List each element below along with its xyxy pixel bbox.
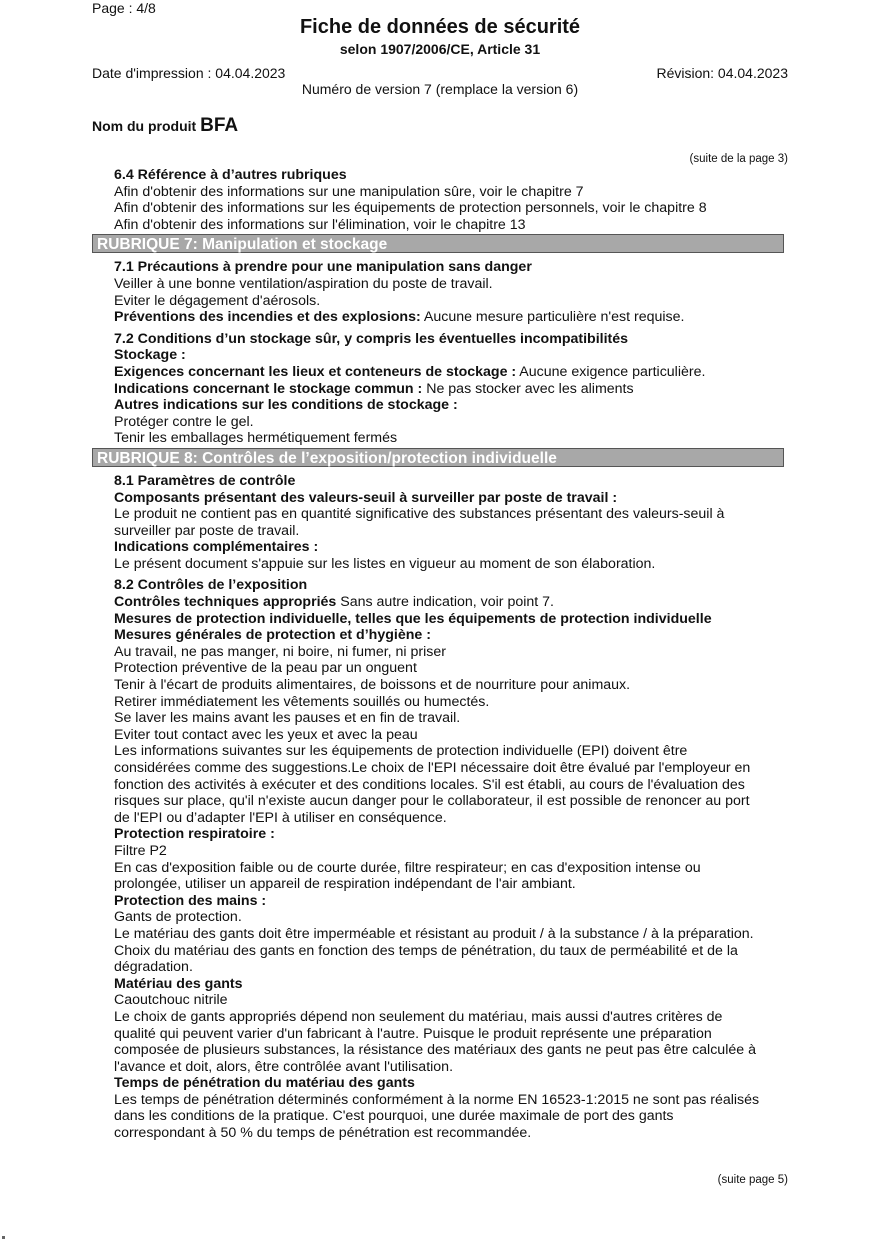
hygiene-line: Retirer immédiatement les vêtements souillés ou humectés. [114,693,490,710]
hygiene-line: Eviter tout contact avec les yeux et avec la peau [114,726,418,743]
technical-controls-label: Contrôles techniques appropriés [114,594,337,611]
document-title: Fiche de données de sécurité [299,16,581,38]
fire-prevention-label: Préventions des incendies et des explosions: [114,309,421,326]
storage-label: Stockage : [114,347,186,364]
hand-protection-line: Choix du matériau des gants en fonction des temps de pénétration, du taux de perméabilité et de la [114,942,738,959]
storage-requirements-line [114,364,789,381]
section-7-2-heading: 7.2 Conditions d’un stockage sûr, y compris les éventuelles incompatibilités [114,330,629,347]
hygiene-line: considérées comme des suggestions.Le choix de l'EPI nécessaire doit être évalué par l'employeur en [114,760,751,776]
fire-prevention-line [114,309,789,326]
print-date: Date d'impression : 04.04.2023 [92,65,286,81]
storage-requirements-value: Aucune exigence particulière. [516,363,706,380]
hygiene-line: fonction des activités à exécuter et des conditions locales. S'il est établi, au cours de l'évaluation des [114,776,745,793]
hand-protection-heading: Protection des mains : [114,892,267,909]
section-6-4-line: Afin d'obtenir des informations sur les équipements de protection personnels, voir le chapitre 8 [114,200,707,217]
hygiene-line: de l'EPI ou d’adapter l'EPI à utiliser en conséquence. [114,809,447,826]
respiratory-line: Filtre P2 [114,842,167,859]
version-number: Numéro de version 7 (remplace la version 6) [301,81,579,97]
section-8-1-heading: 8.1 Paramètres de contrôle [114,472,296,489]
revision-date: Révision: 04.04.2023 [656,65,788,81]
technical-controls-line [114,594,789,611]
section-6-4-line: Afin d'obtenir des informations sur l'élimination, voir le chapitre 13 [114,216,526,233]
components-label: Composants présentant des valeurs-seuil à surveiller par poste de travail : [114,489,618,506]
hygiene-line: risques sur place, qu'il n'existe aucun danger pour le collaborateur, il est possible de renoncer au port [114,793,750,810]
hand-protection-line: Le matériau des gants doit être imperméable et résistant au produit / à la substance / à la préparation. [114,925,754,942]
fire-prevention-value: Aucune mesure particulière n'est requise. [420,309,685,326]
section-6-4-line: Afin d'obtenir des informations sur une manipulation sûre, voir le chapitre 7 [114,183,584,200]
respiratory-line: En cas d'exposition faible ou de courte durée, filtre respirateur; en cas d'exposition intense ou [114,859,701,876]
hygiene-line: Les informations suivantes sur les équipements de protection individuelle (EPI) doivent être [114,743,688,760]
hygiene-line: Tenir à l'écart de produits alimentaires, de boissons et de nourriture pour animaux. [114,677,631,694]
common-storage-line [114,381,789,398]
section-7-1-line: Eviter le dégagement d'aérosols. [114,292,321,309]
section-7-1-line: Veiller à une bonne ventilation/aspiration du poste de travail. [114,275,493,292]
glove-material-line: composée de plusieurs substances, la résistance des matériaux des gants ne peut pas être calculée à [114,1042,756,1059]
respiratory-heading: Protection respiratoire : [114,826,275,843]
components-line: surveiller par poste de travail. [114,522,300,539]
penetration-time-line: Les temps de pénétration déterminés conformément à la norme EN 16523-1:2015 ne sont pas réalisés [114,1091,760,1108]
product-name-label: Nom du produit [92,118,197,134]
section-8-2-heading: 8.2 Contrôles de l’exposition [114,577,308,594]
penetration-time-line: dans les conditions de la pratique. C'est pourquoi, une durée maximale de port des gants [114,1108,674,1125]
storage-requirements-label: Exigences concernant les lieux et conteneurs de stockage : [114,363,517,380]
other-storage-label: Autres indications sur les conditions de stockage : [114,397,458,414]
common-storage-value: Ne pas stocker avec les aliments [422,380,634,397]
scan-artifact [2,1236,5,1239]
hygiene-line: Se laver les mains avant les pauses et en fin de travail. [114,710,461,727]
hand-protection-line: Gants de protection. [114,909,242,926]
hand-protection-line: dégradation. [114,959,193,976]
ppe-heading: Mesures de protection individuelle, telles que les équipements de protection individuelle [114,610,712,627]
section-6-4-heading: 6.4 Référence à d’autres rubriques [114,167,347,183]
continued-from-note: (suite de la page 3) [689,153,788,165]
additional-info-label: Indications complémentaires : [114,539,319,556]
glove-material-line: l'avance et doit, alors, être contrôlée avant l'utilisation. [114,1058,454,1075]
document-body [97,167,789,1142]
product-name-line [92,115,238,137]
additional-info-line: Le présent document s'appuie sur les listes en vigueur au moment de son élaboration. [114,555,656,572]
section-7-1-heading: 7.1 Précautions à prendre pour une manipulation sans danger [114,259,532,276]
document-subtitle: selon 1907/2006/CE, Article 31 [339,41,541,57]
glove-material-line: Caoutchouc nitrile [114,992,228,1009]
page-number: Page : 4/8 [92,0,156,16]
hygiene-heading: Mesures générales de protection et d’hygiène : [114,627,431,644]
common-storage-label: Indications concernant le stockage commun : [114,380,423,397]
glove-material-heading: Matériau des gants [114,975,243,992]
rubrique-8-header: RUBRIQUE 8: Contrôles de l’exposition/protection individuelle [92,448,784,467]
rubrique-7-header: RUBRIQUE 7: Manipulation et stockage [92,234,784,253]
glove-material-line: qualité qui peuvent varier d'un fabricant à l'autre. Puisque le produit représente une préparation [114,1025,712,1042]
technical-controls-value: Sans autre indication, voir point 7. [336,594,554,611]
continued-to-note: (suite page 5) [717,1174,788,1186]
penetration-time-heading: Temps de pénétration du matériau des gants [114,1075,415,1092]
other-storage-line: Protéger contre le gel. [114,413,254,430]
hygiene-line: Protection préventive de la peau par un onguent [114,660,417,677]
product-name: BFA [200,115,239,136]
components-line: Le produit ne contient pas en quantité significative des substances présentant des valeurs-seuil à [114,506,725,523]
hygiene-line: Au travail, ne pas manger, ni boire, ni fumer, ni priser [114,643,446,660]
penetration-time-line: correspondant à 50 % du temps de pénétration est recommandée. [114,1125,532,1142]
other-storage-line: Tenir les emballages hermétiquement fermés [114,430,398,447]
respiratory-line: prolongée, utiliser un appareil de respiration indépendant de l'air ambiant. [114,876,576,893]
glove-material-line: Le choix de gants appropriés dépend non seulement du matériau, mais aussi d'autres critères de [114,1008,723,1025]
